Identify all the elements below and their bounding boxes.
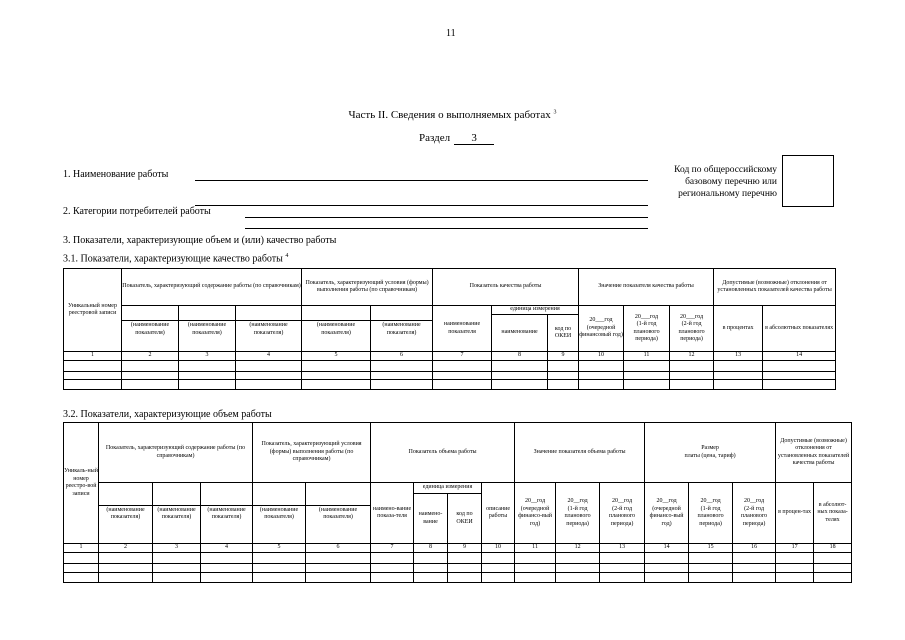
code-box[interactable] <box>782 155 834 207</box>
t1-col-number: 2 <box>122 352 179 361</box>
table-cell[interactable] <box>763 360 836 371</box>
t2-ind-name: (наименование показателя) <box>201 483 253 544</box>
t2-col-number: 16 <box>733 544 776 553</box>
table-cell[interactable] <box>414 552 448 563</box>
t1-col-number: 13 <box>714 352 763 361</box>
quality-label: 3.1. Показатели, характеризующие качество работы $^4$ <box>63 253 289 265</box>
table-cell[interactable] <box>776 572 814 582</box>
table-cell[interactable] <box>548 371 579 379</box>
table-cell[interactable] <box>64 360 122 371</box>
table-cell[interactable] <box>371 552 414 563</box>
t2-col-number: 4 <box>201 544 253 553</box>
table-cell[interactable] <box>433 379 492 389</box>
table-cell[interactable] <box>600 572 645 582</box>
t2-deviation-header: Допустимые (возможные) отклонения от установленных показателей качества работы <box>776 423 852 483</box>
table-cell[interactable] <box>492 360 548 371</box>
t2-col-number: 1 <box>64 544 99 553</box>
table-cell[interactable] <box>236 371 302 379</box>
table-cell[interactable] <box>179 379 236 389</box>
page-number: 11 <box>446 28 456 39</box>
t1-ind-name: (наименование показателя) <box>371 306 433 352</box>
table-cell[interactable] <box>600 563 645 572</box>
t1-naim: наименование <box>492 315 548 352</box>
table-cell[interactable] <box>201 572 253 582</box>
table-cell[interactable] <box>624 379 670 389</box>
t1-deviation-header: Допустимые (возможные) отклонения от установленных показателей качества работы <box>714 269 836 306</box>
t2-col-number: 2 <box>99 544 153 553</box>
table-cell[interactable] <box>670 379 714 389</box>
table-row[interactable] <box>64 563 852 572</box>
table-cell[interactable] <box>371 371 433 379</box>
table-cell[interactable] <box>548 360 579 371</box>
t1-col-number: 5 <box>302 352 371 361</box>
table-cell[interactable] <box>556 572 600 582</box>
table-cell[interactable] <box>733 563 776 572</box>
t2-fee-header: Размер платы (цена, тариф) <box>645 423 776 483</box>
table-row[interactable] <box>64 552 852 563</box>
table-cell[interactable] <box>371 563 414 572</box>
table-cell[interactable] <box>776 563 814 572</box>
t1-ind-name: (наименование показателя) <box>236 306 302 352</box>
t2-ind-name: (наименование показателя) <box>306 483 371 544</box>
t2-conditions-header: Показатель, характеризующий условия (формы) выполнения работы (по справочникам) <box>253 423 371 483</box>
t1-col-number: 12 <box>670 352 714 361</box>
table-cell[interactable] <box>556 552 600 563</box>
table-cell[interactable] <box>579 379 624 389</box>
table-cell[interactable] <box>253 563 306 572</box>
t2-ind-name: (наименование показателя) <box>153 483 201 544</box>
part-title: Часть II. Сведения о выполняемых работах $^3$ <box>348 109 557 121</box>
table-cell[interactable] <box>64 563 99 572</box>
table-cell[interactable] <box>600 552 645 563</box>
table-cell[interactable] <box>99 563 153 572</box>
t1-year1: 20___год (очередной финансовый год) <box>579 306 624 352</box>
table-cell[interactable] <box>179 371 236 379</box>
table-cell[interactable] <box>814 563 852 572</box>
t1-conditions-header: Показатель, характеризующий условия (формы) выполнения работы (по справочникам) <box>302 269 433 306</box>
razdel-value[interactable]: 3 <box>454 132 494 145</box>
table-cell[interactable] <box>236 360 302 371</box>
table-cell[interactable] <box>776 552 814 563</box>
table-cell[interactable] <box>645 552 689 563</box>
t2-okei: код по ОКЕИ <box>448 494 482 544</box>
table-cell[interactable] <box>122 371 179 379</box>
t1-ind-name: (наименование показателя) <box>179 306 236 352</box>
t2-year3: 20__год (2-й год планового периода) <box>600 483 645 544</box>
table-cell[interactable] <box>689 563 733 572</box>
volume-label: 3.2. Показатели, характеризующие объем работы <box>63 409 272 420</box>
table-cell[interactable] <box>689 552 733 563</box>
table-cell[interactable] <box>733 552 776 563</box>
t2-fee-year1: 20__год (очередной финансо-вый год) <box>645 483 689 544</box>
table-cell[interactable] <box>302 360 371 371</box>
table-cell[interactable] <box>624 371 670 379</box>
table-cell[interactable] <box>448 563 482 572</box>
table-cell[interactable] <box>733 572 776 582</box>
table-cell[interactable] <box>645 563 689 572</box>
t2-abs: в абсолют-ных показа-телях <box>814 483 852 544</box>
t2-col-number: 3 <box>153 544 201 553</box>
t1-value-header: Значение показателя качества работы <box>579 269 714 306</box>
quality-table <box>63 268 836 390</box>
table-cell[interactable] <box>414 572 448 582</box>
table-cell[interactable] <box>714 360 763 371</box>
table-row[interactable] <box>64 379 836 389</box>
t2-col-number: 10 <box>482 544 515 553</box>
t1-ind-name: (наименование показателя) <box>302 306 371 352</box>
t1-col-number: 11 <box>624 352 670 361</box>
t2-year1: 20__год (очередной финансо-вый год) <box>515 483 556 544</box>
table-cell[interactable] <box>482 552 515 563</box>
table-row[interactable] <box>64 360 836 371</box>
table-cell[interactable] <box>64 371 122 379</box>
table-cell[interactable] <box>371 360 433 371</box>
t2-unit-header: единица измерения <box>414 483 482 494</box>
table-cell[interactable] <box>515 563 556 572</box>
t1-number-row <box>64 352 836 361</box>
t1-quality-header: Показатель качества работы <box>433 269 579 306</box>
t2-col-number: 9 <box>448 544 482 553</box>
t1-pokazatel-name: наименование показателя <box>433 306 492 352</box>
t2-col-number: 15 <box>689 544 733 553</box>
t2-number-row <box>64 544 852 553</box>
table-cell[interactable] <box>579 360 624 371</box>
t1-content-header: Показатель, характеризующий содержание работы (по справочникам) <box>122 269 302 306</box>
table-cell[interactable] <box>371 572 414 582</box>
table-cell[interactable] <box>763 379 836 389</box>
table-cell[interactable] <box>448 572 482 582</box>
t1-col-number: 7 <box>433 352 492 361</box>
table-cell[interactable] <box>64 379 122 389</box>
volume-table <box>63 422 852 583</box>
work-name-label: 1. Наименование работы <box>63 169 169 180</box>
t2-col-number: 17 <box>776 544 814 553</box>
t1-unique-header: Уникальный номер реестровой записи <box>64 269 122 352</box>
t2-col-number: 5 <box>253 544 306 553</box>
table-cell[interactable] <box>714 379 763 389</box>
t2-volume-header: Показатель объема работы <box>371 423 515 483</box>
consumers-field-line-1[interactable] <box>195 205 648 206</box>
table-cell[interactable] <box>548 379 579 389</box>
table-cell[interactable] <box>99 572 153 582</box>
consumers-label: 2. Категории потребителей работы <box>63 206 211 217</box>
t1-ind-name: (наименование показателя) <box>122 306 179 352</box>
razdel: Раздел 3 <box>419 132 494 145</box>
table-cell[interactable] <box>253 552 306 563</box>
t2-fee-year2: 20__год (1-й год планового периода) <box>689 483 733 544</box>
table-cell[interactable] <box>814 552 852 563</box>
t2-ind-name: (наименование показателя) <box>99 483 153 544</box>
t1-col-number: 6 <box>371 352 433 361</box>
table-cell[interactable] <box>302 379 371 389</box>
table-cell[interactable] <box>201 563 253 572</box>
consumers-field-line-3[interactable] <box>245 228 648 229</box>
table-cell[interactable] <box>179 360 236 371</box>
t1-unit-header: единица измерения <box>492 306 579 315</box>
indicators-label: 3. Показатели, характеризующие объем и (или) качество работы <box>63 235 337 246</box>
t2-col-number: 18 <box>814 544 852 553</box>
table-cell[interactable] <box>153 552 201 563</box>
t1-col-number: 14 <box>763 352 836 361</box>
table-cell[interactable] <box>306 563 371 572</box>
table-cell[interactable] <box>433 371 492 379</box>
t2-value-header: Значение показателя объема работы <box>515 423 645 483</box>
table-cell[interactable] <box>492 379 548 389</box>
t2-desc: описание работы <box>482 483 515 544</box>
t2-ind-name: (наименование показателя) <box>253 483 306 544</box>
table-cell[interactable] <box>236 379 302 389</box>
t2-unique-header: Уникаль-ный номер реестро-вой записи <box>64 423 99 544</box>
t2-year2: 20__год (1-й год планового периода) <box>556 483 600 544</box>
table-cell[interactable] <box>670 371 714 379</box>
t1-col-number: 1 <box>64 352 122 361</box>
t1-col-number: 4 <box>236 352 302 361</box>
table-cell[interactable] <box>64 572 99 582</box>
t2-naim: наимено-вание <box>414 494 448 544</box>
t1-col-number: 3 <box>179 352 236 361</box>
table-cell[interactable] <box>306 572 371 582</box>
table-cell[interactable] <box>153 563 201 572</box>
table-cell[interactable] <box>556 563 600 572</box>
t2-fee-year3: 20__год (2-й год планового периода) <box>733 483 776 544</box>
t1-year2: 20___год (1-й год планового периода) <box>624 306 670 352</box>
table-cell[interactable] <box>99 552 153 563</box>
t2-col-number: 12 <box>556 544 600 553</box>
t1-year3: 20___год (2-й год планового периода) <box>670 306 714 352</box>
table-cell[interactable] <box>253 572 306 582</box>
t1-okei: код по ОКЕИ <box>548 315 579 352</box>
t1-col-number: 10 <box>579 352 624 361</box>
table-cell[interactable] <box>714 371 763 379</box>
table-cell[interactable] <box>64 552 99 563</box>
table-cell[interactable] <box>122 379 179 389</box>
t2-col-number: 7 <box>371 544 414 553</box>
t2-col-number: 14 <box>645 544 689 553</box>
table-row[interactable] <box>64 572 852 582</box>
table-cell[interactable] <box>306 552 371 563</box>
consumers-field-line-2[interactable] <box>245 217 648 218</box>
table-cell[interactable] <box>448 552 482 563</box>
table-row[interactable] <box>64 371 836 379</box>
code-label: Код по общероссийскому базовому перечню или региональному перечню <box>674 165 777 199</box>
table-cell[interactable] <box>763 371 836 379</box>
table-cell[interactable] <box>482 563 515 572</box>
table-cell[interactable] <box>670 360 714 371</box>
t2-col-number: 6 <box>306 544 371 553</box>
table-cell[interactable] <box>302 371 371 379</box>
table-cell[interactable] <box>482 572 515 582</box>
table-cell[interactable] <box>515 572 556 582</box>
t2-naim-pok: наимено-вание показа-теля <box>371 483 414 544</box>
table-cell[interactable] <box>414 563 448 572</box>
t1-percent: в процентах <box>714 306 763 352</box>
t2-content-header: Показатель, характеризующий содержание работы (по справочникам) <box>99 423 253 483</box>
table-cell[interactable] <box>153 572 201 582</box>
table-cell[interactable] <box>689 572 733 582</box>
t2-col-number: 13 <box>600 544 645 553</box>
table-cell[interactable] <box>371 379 433 389</box>
t1-col-number: 8 <box>492 352 548 361</box>
table-cell[interactable] <box>515 552 556 563</box>
table-cell[interactable] <box>201 552 253 563</box>
table-cell[interactable] <box>433 360 492 371</box>
table-cell[interactable] <box>624 360 670 371</box>
table-cell[interactable] <box>814 572 852 582</box>
table-cell[interactable] <box>122 360 179 371</box>
table-cell[interactable] <box>492 371 548 379</box>
t2-col-number: 8 <box>414 544 448 553</box>
table-cell[interactable] <box>579 371 624 379</box>
table-cell[interactable] <box>645 572 689 582</box>
t1-abs: в абсолютных показателях <box>763 306 836 352</box>
t2-col-number: 11 <box>515 544 556 553</box>
t2-percent: в процен-тах <box>776 483 814 544</box>
t1-col-number: 9 <box>548 352 579 361</box>
work-name-field[interactable] <box>195 180 648 181</box>
